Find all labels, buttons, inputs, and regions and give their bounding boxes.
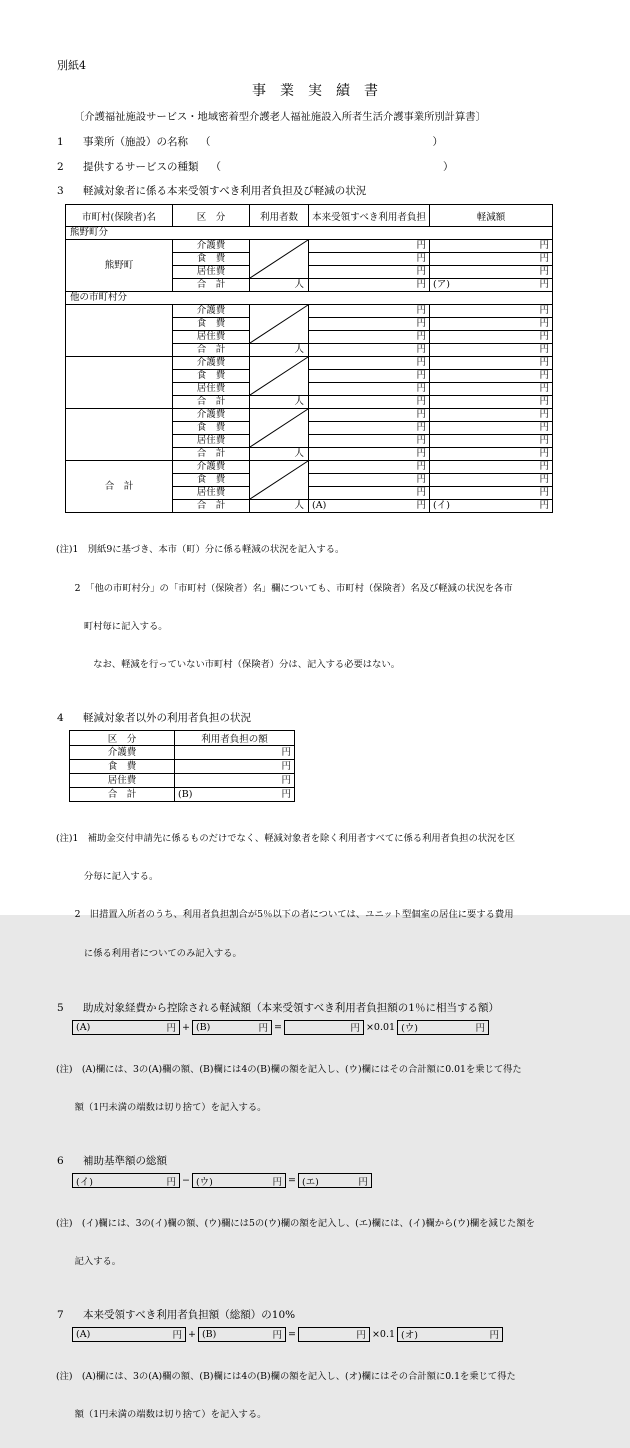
reduction-amount-cell[interactable] [430,396,553,409]
equals-operator: = [273,1021,282,1033]
burden-amount-cell[interactable] [175,745,295,759]
band-kumano: 熊野町分 [66,227,553,240]
section-6-heading [57,1153,630,1168]
yen-unit: 円 [166,1023,176,1035]
section-number: 4 [57,711,64,724]
equals-operator: = [287,1175,296,1187]
header-owed-amount: 本来受領すべき利用者負担 [309,205,430,227]
yen-unit: 円 [539,409,549,420]
yen-unit: 円 [258,1023,268,1035]
formula-box-U[interactable] [397,1020,489,1035]
category-label: 合 計 [173,500,250,513]
box-label: (A) [76,1021,91,1033]
section-6-formula [72,1173,630,1188]
category-label: 食 費 [173,422,250,435]
category-label: 合 計 [173,279,250,292]
section-label: 軽減対象者に係る本来受領すべき利用者負担及び軽減の状況 [83,185,367,197]
users-count-cell[interactable]: 人 [250,448,309,461]
diagonal-line [250,357,308,395]
owed-amount-cell[interactable] [309,474,430,487]
owed-amount-cell[interactable] [309,487,430,500]
reduction-amount-cell[interactable] [430,487,553,500]
burden-amount-cell[interactable] [175,759,295,773]
owed-amount-cell[interactable] [309,344,430,357]
reduction-amount-cell[interactable] [430,266,553,279]
formula-box-U[interactable] [192,1173,286,1188]
section-5-heading [57,1000,630,1015]
reduction-amount-cell[interactable] [430,409,553,422]
header-reduction-amount: 軽減額 [430,205,553,227]
section-label: 軽減対象者以外の利用者負担の状況 [83,711,251,724]
reduction-amount-cell[interactable] [430,331,553,344]
category-label: 居住費 [173,266,250,279]
note-line: 2 「他の市町村分」の「市町村（保険者）名」欄についても、市町村（保険者）名及び軽減の状況を各市 [56,582,513,594]
band-row [66,292,553,305]
category-label: 合 計 [173,448,250,461]
reduction-amount-cell[interactable] [430,318,553,331]
multiplier-label: ×0.01 [365,1021,396,1033]
section-6-notes [56,1192,630,1294]
yen-unit: 円 [416,266,426,277]
yen-unit: 円 [416,422,426,433]
formula-box-B[interactable] [198,1327,286,1342]
reduction-amount-cell[interactable] [430,344,553,357]
category-label: 合 計 [173,396,250,409]
yen-unit: 円 [416,448,426,459]
category-label: 食 費 [70,759,175,773]
note-line: 額（1円未満の端数は切り捨て）を記入する。 [56,1102,267,1114]
amount-prefix: (A) [312,500,327,511]
amount-prefix: (B) [178,788,193,800]
reduction-amount-cell[interactable] [430,370,553,383]
plus-operator: + [188,1328,196,1340]
page-title: 事 業 実 績 書 [252,83,378,99]
municipality-name-cell[interactable] [66,357,173,409]
section-label: 本来受領すべき利用者負担額（総額）の10% [83,1308,296,1321]
note-line: 記入する。 [56,1255,122,1267]
municipality-name-cell[interactable] [66,409,173,461]
yen-unit: 円 [358,1176,368,1188]
note-line: に係る利用者についてのみ記入する。 [56,947,242,959]
amount-prefix: (イ) [433,500,450,511]
yen-unit: 円 [416,318,426,329]
yen-unit: 円 [539,266,549,277]
box-label: (イ) [76,1176,93,1188]
burden-amount-total-B-cell[interactable] [175,787,295,801]
formula-box-I[interactable] [72,1173,180,1188]
owed-amount-cell[interactable] [309,409,430,422]
category-label: 居住費 [173,331,250,344]
reduction-amount-cell[interactable] [430,435,553,448]
minus-operator: − [182,1175,190,1187]
users-count-cell[interactable]: 人 [250,344,309,357]
formula-box-A[interactable] [72,1327,186,1342]
box-label: (B) [201,1328,217,1340]
category-label: 介護費 [173,409,250,422]
section-number: 3 [57,185,64,197]
yen-unit: 円 [281,746,291,758]
yen-unit: 円 [539,396,549,407]
yen-unit: 円 [281,788,291,800]
users-count-cell[interactable]: 人 [250,396,309,409]
yen-unit: 円 [356,1330,366,1342]
yen-unit: 円 [416,500,426,511]
page-subtitle: 〔介護福祉施設サービス・地域密着型介護老人福祉施設入所者生活介護事業所別計算書〕 [74,111,486,123]
yen-unit: 円 [539,305,549,316]
category-label: 介護費 [173,240,250,253]
non-target-burden-table [69,730,295,802]
yen-unit: 円 [416,279,426,290]
users-diagonal-cell [250,461,309,500]
owed-amount-cell[interactable] [309,240,430,253]
amount-prefix: (ア) [433,279,450,290]
section-label: 助成対象経費から控除される軽減額（本来受領すべき利用者負担額の1％に相当する額） [83,1001,499,1014]
owed-amount-cell[interactable] [309,331,430,344]
reduction-amount-cell[interactable] [430,474,553,487]
note-line: (注) (A)欄には、3の(A)欄の額、(B)欄には4の(B)欄の額を記入し、(ウ)欄にはその合計額に0.01を乗じて得た [56,1064,522,1076]
owed-amount-cell[interactable] [309,318,430,331]
section-5-notes [56,1039,630,1141]
formula-box-sum[interactable] [298,1327,370,1342]
table-row [66,357,553,370]
category-label: 合 計 [70,787,175,801]
section-number: 6 [57,1155,64,1168]
item-service-type [57,159,630,174]
yen-unit: 円 [416,435,426,446]
yen-unit: 円 [539,357,549,368]
yen-unit: 円 [539,422,549,433]
box-label: (ウ) [401,1023,418,1035]
plus-operator: + [182,1021,190,1033]
grand-total-label-cell: 合 計 [66,461,173,513]
owed-amount-cell[interactable] [309,396,430,409]
diagonal-line [250,461,308,499]
yen-unit: 円 [539,331,549,342]
category-label: 介護費 [173,461,250,474]
reduction-amount-cell[interactable] [430,448,553,461]
yen-unit: 円 [281,774,291,786]
users-diagonal-cell [250,409,309,448]
reduction-amount-total-I-cell[interactable] [430,500,553,513]
note-line: 額（1円未満の端数は切り捨て）を記入する。 [56,1409,267,1421]
band-other-municipalities: 他の市町村分 [66,292,553,305]
section-3-heading [57,183,630,198]
section-7-formula [72,1327,630,1342]
note-line: なお、軽減を行っていない市町村（保険者）分は、記入する必要はない。 [56,658,400,670]
table-row [66,461,553,474]
reduction-status-table [65,204,553,513]
box-label: (ウ) [195,1176,213,1188]
header-burden-amount: 利用者負担の額 [175,730,295,745]
yen-unit: 円 [539,461,549,472]
equals-operator: = [287,1328,296,1340]
municipality-name-cell[interactable] [66,305,173,357]
formula-box-A[interactable] [72,1020,180,1035]
yen-unit: 円 [416,331,426,342]
category-label: 居住費 [173,383,250,396]
reduction-amount-cell[interactable] [430,240,553,253]
box-label: (オ) [401,1330,418,1342]
yen-unit: 円 [416,396,426,407]
paren-close: ） [443,161,454,173]
burden-amount-cell[interactable] [175,773,295,787]
owed-amount-cell[interactable] [309,370,430,383]
owed-amount-cell[interactable] [309,422,430,435]
service-type-field[interactable] [211,159,454,174]
table-row [66,305,553,318]
section-3-notes [56,519,630,697]
formula-box-O[interactable] [397,1327,503,1342]
users-diagonal-cell [250,305,309,344]
box-label: (A) [76,1328,91,1340]
yen-unit: 円 [539,474,549,485]
diagonal-line [250,305,308,343]
header-category: 区 分 [70,730,175,745]
yen-unit: 円 [539,344,549,355]
table-row-total [70,787,295,801]
yen-unit: 円 [166,1176,176,1188]
yen-unit: 円 [272,1330,282,1342]
reduction-amount-cell[interactable] [430,305,553,318]
reduction-amount-cell[interactable] [430,461,553,474]
reduction-amount-cell[interactable] [430,357,553,370]
category-label: 介護費 [173,357,250,370]
category-label: 居住費 [173,435,250,448]
reduction-amount-cell[interactable] [430,253,553,266]
table-row [70,745,295,759]
category-label: 介護費 [173,305,250,318]
category-label: 食 費 [173,253,250,266]
formula-box-sum[interactable] [284,1020,364,1035]
item-label: 提供するサービスの種類 [83,161,199,173]
section-4-heading [57,710,630,725]
owed-amount-cell[interactable] [309,266,430,279]
owed-amount-total-A-cell[interactable] [309,500,430,513]
category-label: 居住費 [173,487,250,500]
owed-amount-cell[interactable] [309,253,430,266]
yen-unit: 円 [539,448,549,459]
owed-amount-cell[interactable] [309,448,430,461]
item-facility-name [57,134,630,149]
yen-unit: 円 [416,240,426,251]
users-diagonal-cell [250,357,309,396]
table-header-row [66,205,553,227]
owed-amount-cell[interactable] [309,305,430,318]
category-label: 食 費 [173,318,250,331]
yen-unit: 円 [539,318,549,329]
yen-unit: 円 [475,1023,486,1035]
box-label: (B) [195,1021,211,1033]
yen-unit: 円 [539,383,549,394]
header-users: 利用者数 [250,205,309,227]
diagonal-line [250,240,308,278]
yen-unit: 円 [416,357,426,368]
section-5-formula [72,1020,630,1035]
yen-unit: 円 [281,760,291,772]
table-header-row [70,730,295,745]
table-row [66,409,553,422]
yen-unit: 円 [172,1330,182,1342]
table-row [70,773,295,787]
yen-unit: 円 [350,1023,360,1035]
owed-amount-cell[interactable] [309,383,430,396]
category-label: 介護費 [70,745,175,759]
formula-box-B[interactable] [192,1020,272,1035]
section-7-heading [57,1307,630,1322]
paren-open: （ [200,136,211,148]
box-label: (エ) [301,1176,319,1188]
yen-unit: 円 [416,487,426,498]
note-line: (注)1 別紙9に基づき、本市（町）分に係る軽減の状況を記入する。 [56,544,345,556]
band-row [66,227,553,240]
yen-unit: 円 [539,240,549,251]
yen-unit: 円 [416,409,426,420]
table-row [70,759,295,773]
yen-unit: 円 [416,461,426,472]
note-line: 2 旧措置入所者のうち、利用者負担割合が5％以下の者については、ユニット型個室の居住に要する費用 [56,909,514,921]
users-diagonal-cell [250,240,309,279]
yen-unit: 円 [539,370,549,381]
note-line: (注) (イ)欄には、3の(イ)欄の額、(ウ)欄には5の(ウ)欄の額を記入し、(エ)欄には、(イ)欄から(ウ)欄を減じた額を [56,1217,535,1229]
owed-amount-cell[interactable] [309,461,430,474]
reduction-amount-cell[interactable] [430,383,553,396]
yen-unit: 円 [416,253,426,264]
category-label: 食 費 [173,474,250,487]
yen-unit: 円 [416,344,426,355]
paren-close: ） [432,136,443,148]
yen-unit: 円 [539,279,549,290]
item-label: 事業所（施設）の名称 [83,136,188,148]
section-4-notes [56,808,630,986]
yen-unit: 円 [539,487,549,498]
owed-amount-cell[interactable] [309,357,430,370]
yen-unit: 円 [416,383,426,394]
category-label: 食 費 [173,370,250,383]
section-number: 7 [57,1308,64,1321]
users-count-cell[interactable]: 人 [250,500,309,513]
yen-unit: 円 [272,1176,282,1188]
header-category: 区 分 [173,205,250,227]
note-line: (注)1 補助金交付申請先に係るものだけでなく、軽減対象者を除く利用者すべてに係る利用者負担の状況を区 [56,833,516,845]
section-label: 補助基準額の総額 [83,1155,167,1168]
reduction-amount-cell[interactable] [430,279,553,292]
yen-unit: 円 [416,370,426,381]
users-count-cell[interactable]: 人 [250,279,309,292]
attachment-label: 別紙4 [57,59,86,72]
formula-box-E[interactable] [298,1173,372,1188]
note-line: 町村毎に記入する。 [56,620,168,632]
category-label: 合 計 [173,344,250,357]
table-row [66,240,553,253]
facility-name-field[interactable] [200,134,443,149]
section-number: 5 [57,1001,64,1014]
item-number: 1 [57,136,64,148]
yen-unit: 円 [416,474,426,485]
note-line: (注) (A)欄には、3の(A)欄の額、(B)欄には4の(B)欄の額を記入し、(オ)欄にはその合計額に0.1を乗じて得た [56,1371,516,1383]
yen-unit: 円 [539,500,549,511]
yen-unit: 円 [539,435,549,446]
multiplier-label: ×0.1 [371,1328,396,1340]
yen-unit: 円 [539,253,549,264]
reduction-amount-cell[interactable] [430,422,553,435]
item-number: 2 [57,161,64,173]
owed-amount-cell[interactable] [309,279,430,292]
yen-unit: 円 [489,1330,500,1342]
paren-open: （ [210,161,221,173]
owed-amount-cell[interactable] [309,435,430,448]
header-municipality: 市町村(保険者)名 [66,205,173,227]
diagonal-line [250,409,308,447]
category-label: 居住費 [70,773,175,787]
note-line: 分毎に記入する。 [56,871,159,883]
yen-unit: 円 [416,305,426,316]
municipality-name-cell: 熊野町 [66,240,173,292]
section-7-notes [56,1346,630,1448]
